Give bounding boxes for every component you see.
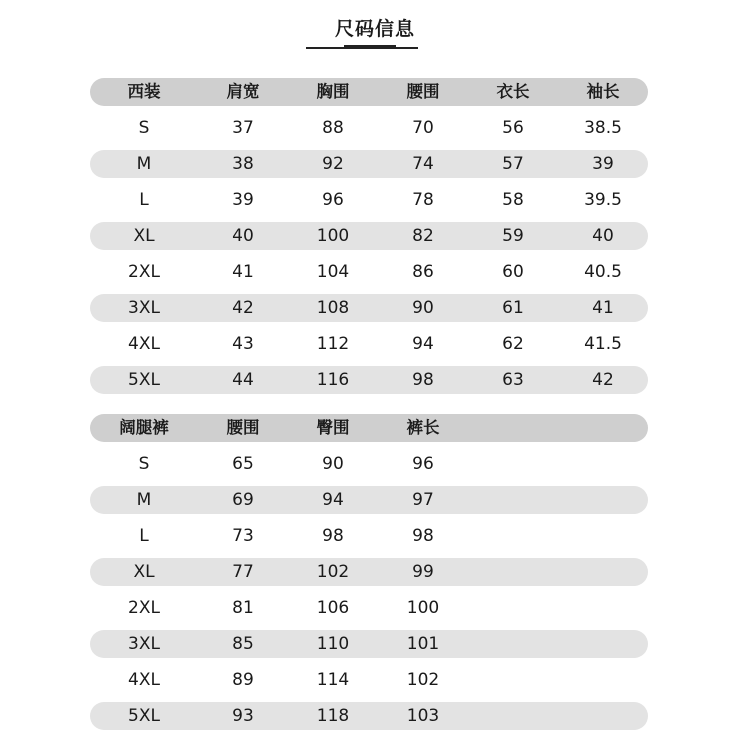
sleeve-cell: 39.5 — [584, 190, 622, 210]
pants-length-cell: 102 — [406, 670, 440, 690]
sleeve-cell: 38.5 — [584, 118, 622, 138]
hip-cell: 118 — [316, 706, 350, 726]
suit-table-row — [90, 258, 648, 286]
pants-header-cell: 阔腿裤 — [119, 418, 169, 437]
pants-length-cell: 99 — [412, 562, 434, 582]
chest-cell: 88 — [322, 118, 344, 138]
waist-cell: 69 — [232, 490, 254, 510]
sleeve-cell: 40.5 — [584, 262, 622, 282]
sleeve-cell: 41 — [592, 298, 614, 318]
hip-cell: 102 — [316, 562, 350, 582]
length-cell: 57 — [502, 154, 524, 174]
suit-table-row — [90, 150, 648, 178]
size-cell: XL — [133, 226, 155, 246]
shoulder-cell: 39 — [232, 190, 254, 210]
shoulder-cell: 37 — [232, 118, 254, 138]
suit-header-cell: 胸围 — [316, 82, 350, 101]
length-cell: 56 — [502, 118, 524, 138]
size-cell: M — [136, 154, 152, 174]
size-cell: S — [138, 118, 150, 138]
title-underline-accent — [344, 45, 396, 49]
size-cell: M — [136, 490, 152, 510]
suit-header-cell: 肩宽 — [226, 82, 260, 101]
length-cell: 61 — [502, 298, 524, 318]
waist-cell: 85 — [232, 634, 254, 654]
suit-table-row — [90, 294, 648, 322]
hip-cell: 98 — [322, 526, 344, 546]
size-cell: 2XL — [128, 598, 160, 618]
pants-table-row — [90, 522, 648, 550]
sleeve-cell: 41.5 — [584, 334, 622, 354]
shoulder-cell: 42 — [232, 298, 254, 318]
waist-cell: 94 — [412, 334, 434, 354]
waist-cell: 90 — [412, 298, 434, 318]
size-cell: 3XL — [128, 298, 160, 318]
size-cell: S — [138, 454, 150, 474]
hip-cell: 106 — [316, 598, 350, 618]
chest-cell: 116 — [316, 370, 350, 390]
chest-cell: 112 — [316, 334, 350, 354]
pants-table-row — [90, 666, 648, 694]
length-cell: 60 — [502, 262, 524, 282]
size-cell: 5XL — [128, 370, 160, 390]
pants-length-cell: 98 — [412, 526, 434, 546]
suit-table-row — [90, 222, 648, 250]
waist-cell: 70 — [412, 118, 434, 138]
size-cell: XL — [133, 562, 155, 582]
size-cell: 3XL — [128, 634, 160, 654]
suit-table-row — [90, 330, 648, 358]
size-cell: L — [139, 526, 149, 546]
chest-cell: 100 — [316, 226, 350, 246]
pants-header-row — [90, 414, 648, 442]
shoulder-cell: 43 — [232, 334, 254, 354]
size-cell: 4XL — [128, 670, 160, 690]
page-title: 尺码信息 — [334, 18, 415, 40]
pants-table-row — [90, 450, 648, 478]
pants-length-cell: 103 — [406, 706, 440, 726]
suit-header-row — [90, 78, 648, 106]
suit-header-cell: 腰围 — [406, 82, 440, 101]
chest-cell: 104 — [316, 262, 350, 282]
waist-cell: 98 — [412, 370, 434, 390]
suit-header-cell: 西装 — [127, 82, 161, 101]
waist-cell: 82 — [412, 226, 434, 246]
pants-header-cell: 腰围 — [226, 418, 260, 437]
waist-cell: 81 — [232, 598, 254, 618]
sleeve-cell: 42 — [592, 370, 614, 390]
chest-cell: 92 — [322, 154, 344, 174]
pants-length-cell: 101 — [406, 634, 440, 654]
hip-cell: 94 — [322, 490, 344, 510]
suit-table-row — [90, 186, 648, 214]
pants-table-row — [90, 702, 648, 730]
sleeve-cell: 40 — [592, 226, 614, 246]
waist-cell: 89 — [232, 670, 254, 690]
pants-table-row — [90, 594, 648, 622]
length-cell: 59 — [502, 226, 524, 246]
title-block — [0, 14, 750, 44]
suit-header-cell: 袖长 — [586, 82, 620, 101]
pants-length-cell: 100 — [406, 598, 440, 618]
pants-table-row — [90, 558, 648, 586]
waist-cell: 78 — [412, 190, 434, 210]
length-cell: 63 — [502, 370, 524, 390]
hip-cell: 114 — [316, 670, 350, 690]
size-cell: L — [139, 190, 149, 210]
pants-length-cell: 97 — [412, 490, 434, 510]
shoulder-cell: 40 — [232, 226, 254, 246]
sleeve-cell: 39 — [592, 154, 614, 174]
chest-cell: 108 — [316, 298, 350, 318]
waist-cell: 86 — [412, 262, 434, 282]
chest-cell: 96 — [322, 190, 344, 210]
suit-table-row — [90, 366, 648, 394]
waist-cell: 74 — [412, 154, 434, 174]
hip-cell: 110 — [316, 634, 350, 654]
size-cell: 4XL — [128, 334, 160, 354]
pants-table-row — [90, 630, 648, 658]
pants-header-cell: 臀围 — [316, 418, 350, 437]
shoulder-cell: 38 — [232, 154, 254, 174]
pants-length-cell: 96 — [412, 454, 434, 474]
shoulder-cell: 41 — [232, 262, 254, 282]
pants-header-cell: 裤长 — [406, 418, 440, 437]
length-cell: 62 — [502, 334, 524, 354]
shoulder-cell: 44 — [232, 370, 254, 390]
waist-cell: 77 — [232, 562, 254, 582]
waist-cell: 73 — [232, 526, 254, 546]
suit-table-row — [90, 114, 648, 142]
size-cell: 5XL — [128, 706, 160, 726]
waist-cell: 65 — [232, 454, 254, 474]
size-cell: 2XL — [128, 262, 160, 282]
suit-header-cell: 衣长 — [496, 82, 530, 101]
length-cell: 58 — [502, 190, 524, 210]
hip-cell: 90 — [322, 454, 344, 474]
pants-table-row — [90, 486, 648, 514]
waist-cell: 93 — [232, 706, 254, 726]
